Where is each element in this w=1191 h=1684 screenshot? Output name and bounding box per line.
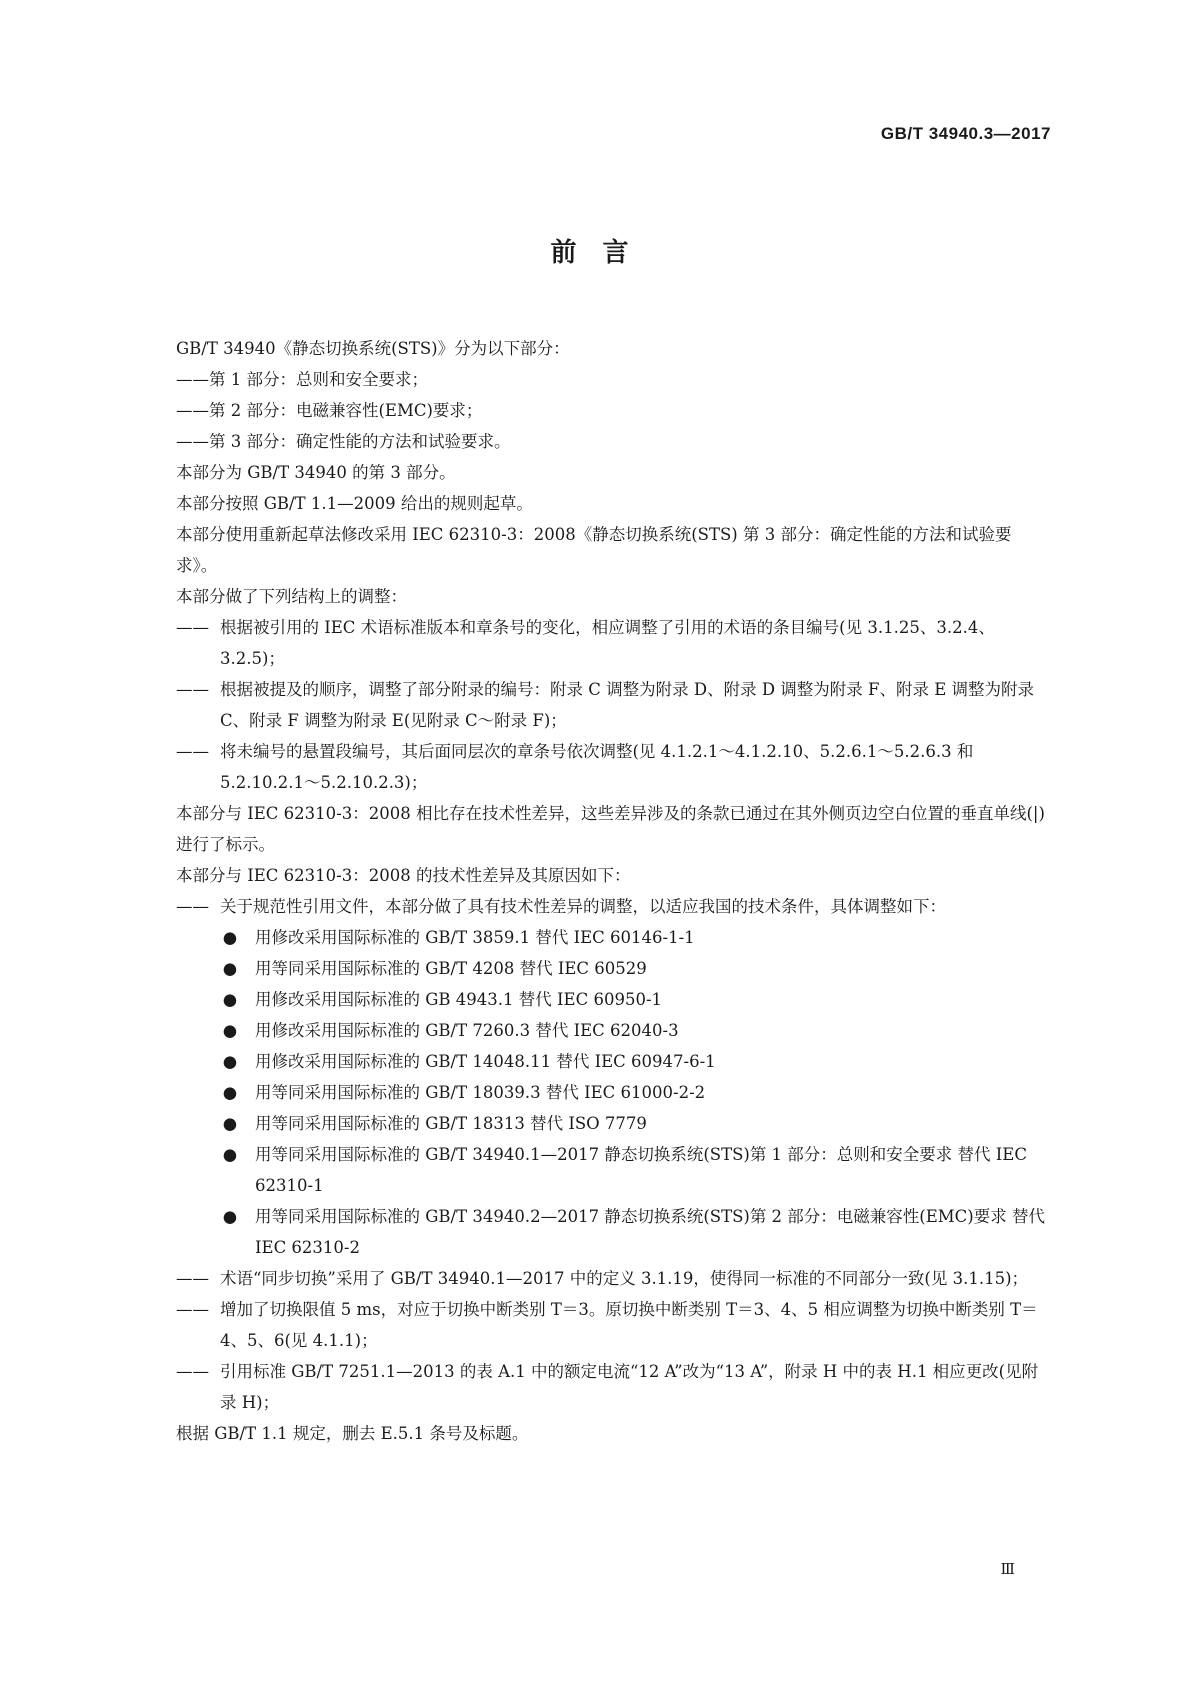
bullet-dot: ● (222, 928, 238, 947)
dash-marker: —— (176, 1362, 209, 1381)
bullet-text: 用修改采用国际标准的 GB 4943.1 替代 IEC 60950-1 (255, 990, 663, 1009)
foreword-body (176, 333, 1052, 1449)
bullet-text: 用修改采用国际标准的 GB/T 7260.3 替代 IEC 62040-3 (255, 1021, 679, 1040)
bullet-item (220, 1108, 1052, 1139)
paragraph: GB/T 34940《静态切换系统(STS)》分为以下部分： (176, 339, 570, 358)
dash-marker: —— (176, 742, 209, 761)
item-text: 术语“同步切换”采用了 GB/T 34940.1—2017 中的定义 3.1.19，使得同一标准的不同部分一致(见 3.1.15)； (220, 1269, 1029, 1288)
structural-change-item (176, 674, 1052, 736)
bullet-dot: ● (222, 1145, 238, 1164)
page-title: 前言 (550, 238, 655, 268)
bullet-dot: ● (222, 1207, 238, 1226)
bullet-item (220, 984, 1052, 1015)
dash-marker: —— (176, 897, 209, 916)
bullet-item (220, 953, 1052, 984)
bullet-dot: ● (222, 959, 238, 978)
technical-difference-item (176, 1356, 1052, 1418)
paragraph: 根据 GB/T 1.1 规定，删去 E.5.1 条号及标题。 (176, 1424, 529, 1443)
bullet-text: 用等同采用国际标准的 GB/T 4208 替代 IEC 60529 (255, 959, 647, 978)
item-text: 引用标准 GB/T 7251.1—2013 的表 A.1 中的额定电流“12 A”改为“13 A”，附录 H 中的表 H.1 相应更改(见附录 H)； (220, 1362, 1039, 1412)
bullet-text: 用修改采用国际标准的 GB/T 3859.1 替代 IEC 60146-1-1 (255, 928, 695, 947)
bullet-item (220, 1139, 1052, 1201)
structural-change-item (176, 612, 1052, 674)
reference-bullet-list (176, 922, 1052, 1263)
item-text: 将未编号的悬置段编号，其后面同层次的章条号依次调整(见 4.1.2.1～4.1.2.10、5.2.6.1～5.2.6.3 和 5.2.10.2.1～5.2.10.2.3)； (220, 742, 974, 792)
paragraph: 本部分与 IEC 62310-3：2008 的技术性差异及其原因如下： (176, 866, 631, 885)
standard-number-header: GB/T 34940.3—2017 (880, 124, 1051, 143)
item-text: 根据被提及的顺序，调整了部分附录的编号：附录 C 调整为附录 D、附录 D 调整为附录 F、附录 E 调整为附录 C、附录 F 调整为附录 E(见附录 C～附录 F)； (220, 680, 1035, 730)
technical-difference-item (176, 891, 1052, 922)
part-list-item: ——第 3 部分：确定性能的方法和试验要求。 (176, 432, 511, 451)
bullet-text: 用等同采用国际标准的 GB/T 34940.1—2017 静态切换系统(STS)第 1 部分：总则和安全要求 替代 IEC 62310-1 (255, 1145, 1027, 1195)
bullet-text: 用修改采用国际标准的 GB/T 14048.11 替代 IEC 60947-6-1 (255, 1052, 716, 1071)
item-text: 关于规范性引用文件，本部分做了具有技术性差异的调整，以适应我国的技术条件，具体调整如下： (220, 897, 946, 916)
dash-marker: —— (176, 1269, 209, 1288)
technical-difference-item (176, 1263, 1052, 1294)
bullet-text: 用等同采用国际标准的 GB/T 34940.2—2017 静态切换系统(STS)第 2 部分：电磁兼容性(EMC)要求 替代 IEC 62310-2 (255, 1207, 1045, 1257)
bullet-dot: ● (222, 990, 238, 1009)
bullet-dot: ● (222, 1052, 238, 1071)
bullet-text: 用等同采用国际标准的 GB/T 18039.3 替代 IEC 61000-2-2 (255, 1083, 706, 1102)
bullet-item (220, 1015, 1052, 1046)
dash-marker: —— (176, 680, 209, 699)
bullet-text: 用等同采用国际标准的 GB/T 18313 替代 ISO 7779 (255, 1114, 647, 1133)
bullet-dot: ● (222, 1021, 238, 1040)
item-text: 增加了切换限值 5 ms，对应于切换中断类别 T＝3。原切换中断类别 T＝3、4、5 相应调整为切换中断类别 T＝4、5、6(见 4.1.1)； (220, 1300, 1038, 1350)
structural-change-item (176, 736, 1052, 798)
paragraph: 本部分与 IEC 62310-3：2008 相比存在技术性差异，这些差异涉及的条款已通过在其外侧页边空白位置的垂直单线(|)进行了标示。 (176, 804, 1045, 854)
bullet-item (220, 1077, 1052, 1108)
paragraph: 本部分按照 GB/T 1.1—2009 给出的规则起草。 (176, 494, 533, 513)
dash-marker: —— (176, 1300, 209, 1319)
technical-difference-item (176, 1294, 1052, 1356)
paragraph: 本部分做了下列结构上的调整： (176, 587, 407, 606)
bullet-dot: ● (222, 1083, 238, 1102)
paragraph: 本部分为 GB/T 34940 的第 3 部分。 (176, 463, 456, 482)
paragraph: 本部分使用重新起草法修改采用 IEC 62310-3：2008《静态切换系统(STS) 第 3 部分：确定性能的方法和试验要求》。 (176, 525, 1012, 575)
item-text: 根据被引用的 IEC 术语标准版本和章条号的变化，相应调整了引用的术语的条目编号(见 3.1.25、3.2.4、3.2.5)； (220, 618, 995, 668)
bullet-item (220, 1046, 1052, 1077)
bullet-dot: ● (222, 1114, 238, 1133)
bullet-item (220, 922, 1052, 953)
part-list-item: ——第 2 部分：电磁兼容性(EMC)要求； (176, 401, 483, 420)
page-number: Ⅲ (1000, 1560, 1015, 1578)
bullet-item (220, 1201, 1052, 1263)
dash-marker: —— (176, 618, 209, 637)
part-list-item: ——第 1 部分：总则和安全要求； (176, 370, 428, 389)
